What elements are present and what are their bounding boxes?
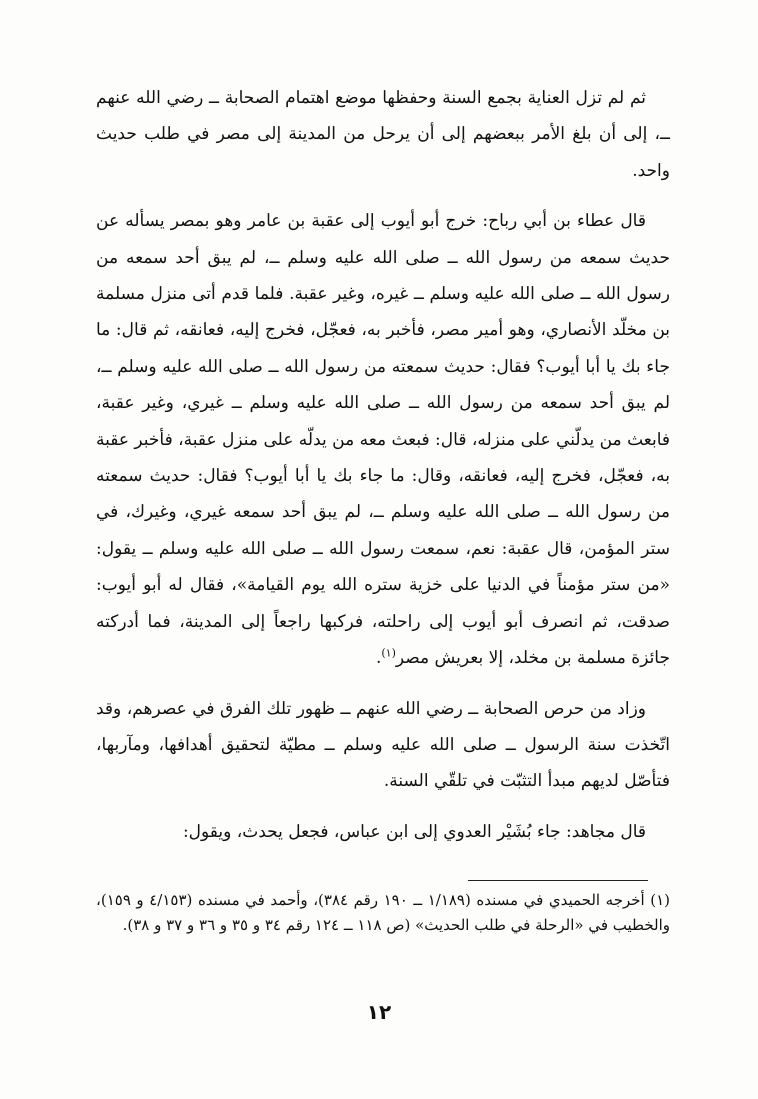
paragraph-4: قال مجاهد: جاء بُشَيْر العدوي إلى ابن عباس، فجعل يحدث، ويقول: bbox=[182, 821, 646, 842]
footnote bbox=[96, 888, 670, 938]
paragraph-2 bbox=[96, 203, 670, 676]
footnote-separator bbox=[468, 880, 648, 881]
page-number: ١٢ bbox=[366, 1000, 392, 1024]
paragraph-2-end: . bbox=[375, 648, 382, 669]
paragraph-3: وزاد من حرص الصحابة ــ رضي الله عنهم ــ ظهور تلك الفرق في عصرهم، وقد اتّخذت سنة الرسول ــ صلى الله عليه وسلم ــ مطيّة لتحقيق أهدافها، ومآربها، فتأصّل لديهم مبدأ التثبّت في تلقّي السنة. bbox=[96, 698, 670, 792]
paragraph-1: ثم لم تزل العناية بجمع السنة وحفظها موضع اهتمام الصحابة ــ رضي الله عنهم ــ، إلى أن بلغ الأمر ببعضهم إلى أن يرحل من المدينة إلى مصر في طلب حديث واحد. bbox=[96, 88, 670, 181]
footnote-reference: (١) bbox=[381, 646, 396, 660]
main-text bbox=[96, 80, 670, 850]
footnote-text: (١) أخرجه الحميدي في مسنده (١/١٨٩ ــ ١٩٠ رقم ٣٨٤)، وأحمد في مسنده (٤/١٥٣ و ١٥٩)، والخطيب في «الرحلة في طلب الحديث» (ص ١١٨ ــ ١٢٤ رقم ٣٤ و ٣٥ و ٣٦ و ٣٧ و ٣٨). bbox=[96, 891, 671, 934]
paragraph-2-text: قال عطاء بن أبي رباح: خرج أبو أيوب إلى عقبة بن عامر وهو بمصر يسأله عن حديث سمعه من رسول الله ــ صلى الله عليه وسلم ــ، لم يبق أحد سمعه من رسول الله ــ صلى الله عليه وسلم ــ غيره، وغير عقبة. فلما قدم أتى منزل مسلمة بن مخلّد الأنصاري، وهو أمير مصر، فأخبر به، فعجّل، فخرج إليه، فعانقه، ثم قال: ما جاء بك يا أبا أيوب؟ فقال: حديث سمعته من رسول الله ــ صلى الله عليه وسلم ــ، لم يبق أحد سمعه من رسول الله ــ صلى الله عليه وسلم ــ غيري، وغير عقبة، فابعث من يدلّني على منزله، قال: فبعث معه من يدلّه على منزل عقبة، فأخبر عقبة به، فعجّل، فخرج إليه، فعانقه، وقال: ما جاء بك يا أبا أيوب؟ فقال: حديث سمعته من رسول الله ــ صلى الله عليه وسلم ــ، لم يبق أحد سمعه غيري، وغيرك، في ستر المؤمن، قال عقبة: نعم، سمعت رسول الله ــ صلى الله عليه وسلم ــ يقول: «من ستر مؤمناً في الدنيا على خزية ستره الله يوم القيامة»، فقال له أبو أيوب: صدقت، ثم انصرف أبو أيوب إلى راحلته، فركبها راجعاً إلى المدينة، فما أدركته جائزة مسلمة بن مخلد، إلا بعريش مصر bbox=[96, 211, 670, 669]
